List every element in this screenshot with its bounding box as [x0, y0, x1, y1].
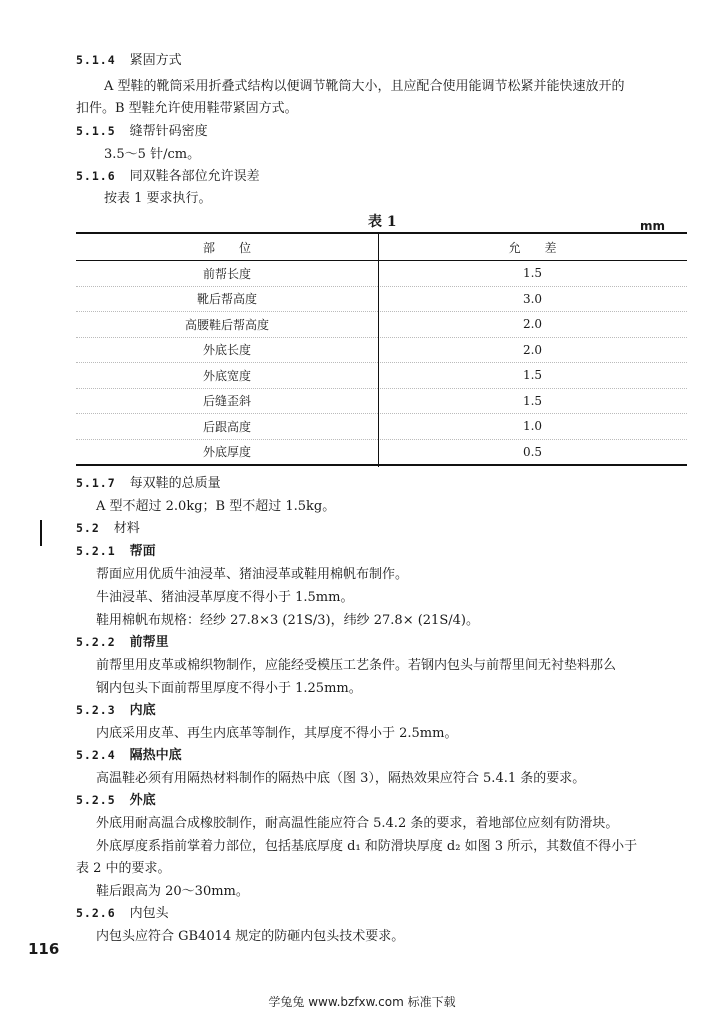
table-cell: 外底厚度 — [76, 439, 378, 465]
paragraph-line: 按表 1 要求执行。 — [104, 191, 212, 206]
table-row — [76, 363, 687, 389]
paragraph-line: A 型鞋的靴筒采用折叠式结构以便调节靴筒大小，且应配合使用能调节松紧并能快速放开的 — [104, 79, 625, 94]
table-cell: 前帮长度 — [76, 261, 378, 287]
section-title: 紧固方式 — [129, 53, 182, 68]
paragraph-line: 表 2 中的要求。 — [76, 861, 171, 876]
section-title: 帮面 — [129, 544, 156, 559]
table-cell: 2.0 — [378, 312, 687, 338]
table-cell: 3.0 — [378, 286, 687, 312]
section-5-2-2-heading — [76, 631, 169, 650]
section-5-1-6-heading — [76, 165, 260, 184]
paragraph-line: 高温鞋必须有用隔热材料制作的隔热中底（图 3），隔热效果应符合 5.4.1 条的要求。 — [96, 771, 586, 786]
table-unit: mm — [640, 219, 666, 233]
paragraph-line: A 型不超过 2.0kg；B 型不超过 1.5kg。 — [96, 499, 336, 514]
section-5-2-heading — [76, 517, 140, 536]
table-cell: 后缝歪斜 — [76, 388, 378, 414]
table-header-cell: 允 差 — [378, 233, 687, 261]
section-title: 材料 — [113, 521, 140, 536]
section-5-2-3-heading — [76, 699, 156, 718]
table-row — [76, 337, 687, 363]
section-number: 5.2.6 — [76, 906, 116, 920]
section-number: 5.2.3 — [76, 703, 116, 717]
table-cell: 0.5 — [378, 439, 687, 465]
section-5-2-5-heading — [76, 789, 156, 808]
table-row — [76, 286, 687, 312]
margin-mark — [40, 520, 42, 546]
paragraph-line: 鞋用棉帆布规格：经纱 27.8×3 (21S/3)，纬纱 27.8× (21S/4)。 — [96, 613, 479, 628]
section-number: 5.1.6 — [76, 169, 116, 183]
paragraph-line: 内底采用皮革、再生内底革等制作，其厚度不得小于 2.5mm。 — [96, 726, 458, 741]
table-cell: 后跟高度 — [76, 414, 378, 440]
footer-watermark: 学兔兔 www.bzfxw.com 标准下载 — [268, 995, 456, 1009]
table-cell: 靴后帮高度 — [76, 286, 378, 312]
table-cell: 外底宽度 — [76, 363, 378, 389]
section-number: 5.2 — [76, 521, 100, 535]
section-5-2-6-heading — [76, 902, 169, 921]
section-title: 缝帮针码密度 — [129, 124, 208, 139]
section-number: 5.2.1 — [76, 544, 116, 558]
table-cell: 外底长度 — [76, 337, 378, 363]
tolerance-table — [76, 232, 687, 466]
section-5-1-7-heading — [76, 472, 221, 491]
section-title: 前帮里 — [129, 635, 169, 650]
table-row — [76, 414, 687, 440]
section-title: 同双鞋各部位允许误差 — [129, 169, 260, 184]
table-cell: 1.0 — [378, 414, 687, 440]
section-title: 内包头 — [129, 906, 169, 921]
section-number: 5.2.5 — [76, 793, 116, 807]
table-column-divider — [378, 232, 379, 467]
page-number: 116 — [28, 940, 60, 958]
table-row — [76, 312, 687, 338]
table-caption: 表 1 — [368, 214, 397, 230]
paragraph-line: 鞋后跟高为 20～30mm。 — [96, 884, 249, 899]
section-5-1-5-heading — [76, 120, 208, 139]
table-header-row — [76, 233, 687, 261]
paragraph-line: 外底用耐高温合成橡胶制作，耐高温性能应符合 5.4.2 条的要求，着地部位应刻有防滑块。 — [96, 816, 619, 831]
table-row — [76, 439, 687, 465]
table-header-cell: 部 位 — [76, 233, 378, 261]
table-row — [76, 261, 687, 287]
section-number: 5.2.4 — [76, 748, 116, 762]
section-5-2-1-heading — [76, 540, 156, 559]
paragraph-line: 钢内包头下面前帮里厚度不得小于 1.25mm。 — [96, 681, 362, 696]
table-cell: 2.0 — [378, 337, 687, 363]
section-number: 5.2.2 — [76, 635, 116, 649]
section-number: 5.1.4 — [76, 53, 116, 67]
paragraph-line: 3.5～5 针/cm。 — [104, 147, 201, 162]
paragraph-line: 内包头应符合 GB4014 规定的防砸内包头技术要求。 — [96, 929, 405, 944]
paragraph-line: 外底厚度系指前掌着力部位，包括基底厚度 d₁ 和防滑块厚度 d₂ 如图 3 所示，其数值不得小于 — [96, 839, 638, 854]
section-title: 内底 — [129, 703, 156, 718]
section-5-1-4-heading — [76, 49, 182, 68]
table-cell: 高腰鞋后帮高度 — [76, 312, 378, 338]
section-number: 5.1.7 — [76, 476, 116, 490]
table-row — [76, 388, 687, 414]
paragraph-line: 牛油浸革、猪油浸革厚度不得小于 1.5mm。 — [96, 590, 354, 605]
section-number: 5.1.5 — [76, 124, 116, 138]
section-title: 每双鞋的总质量 — [129, 476, 221, 491]
section-title: 外底 — [129, 793, 156, 808]
paragraph-line: 扣件。B 型鞋允许使用鞋带紧固方式。 — [76, 101, 298, 116]
paragraph-line: 帮面应用优质牛油浸革、猪油浸革或鞋用棉帆布制作。 — [96, 567, 409, 582]
table-cell: 1.5 — [378, 261, 687, 287]
section-title: 隔热中底 — [129, 748, 182, 763]
section-5-2-4-heading — [76, 744, 182, 763]
paragraph-line: 前帮里用皮革或棉织物制作，应能经受模压工艺条件。若钢内包头与前帮里间无衬垫料那么 — [96, 658, 617, 673]
table-cell: 1.5 — [378, 388, 687, 414]
table-cell: 1.5 — [378, 363, 687, 389]
